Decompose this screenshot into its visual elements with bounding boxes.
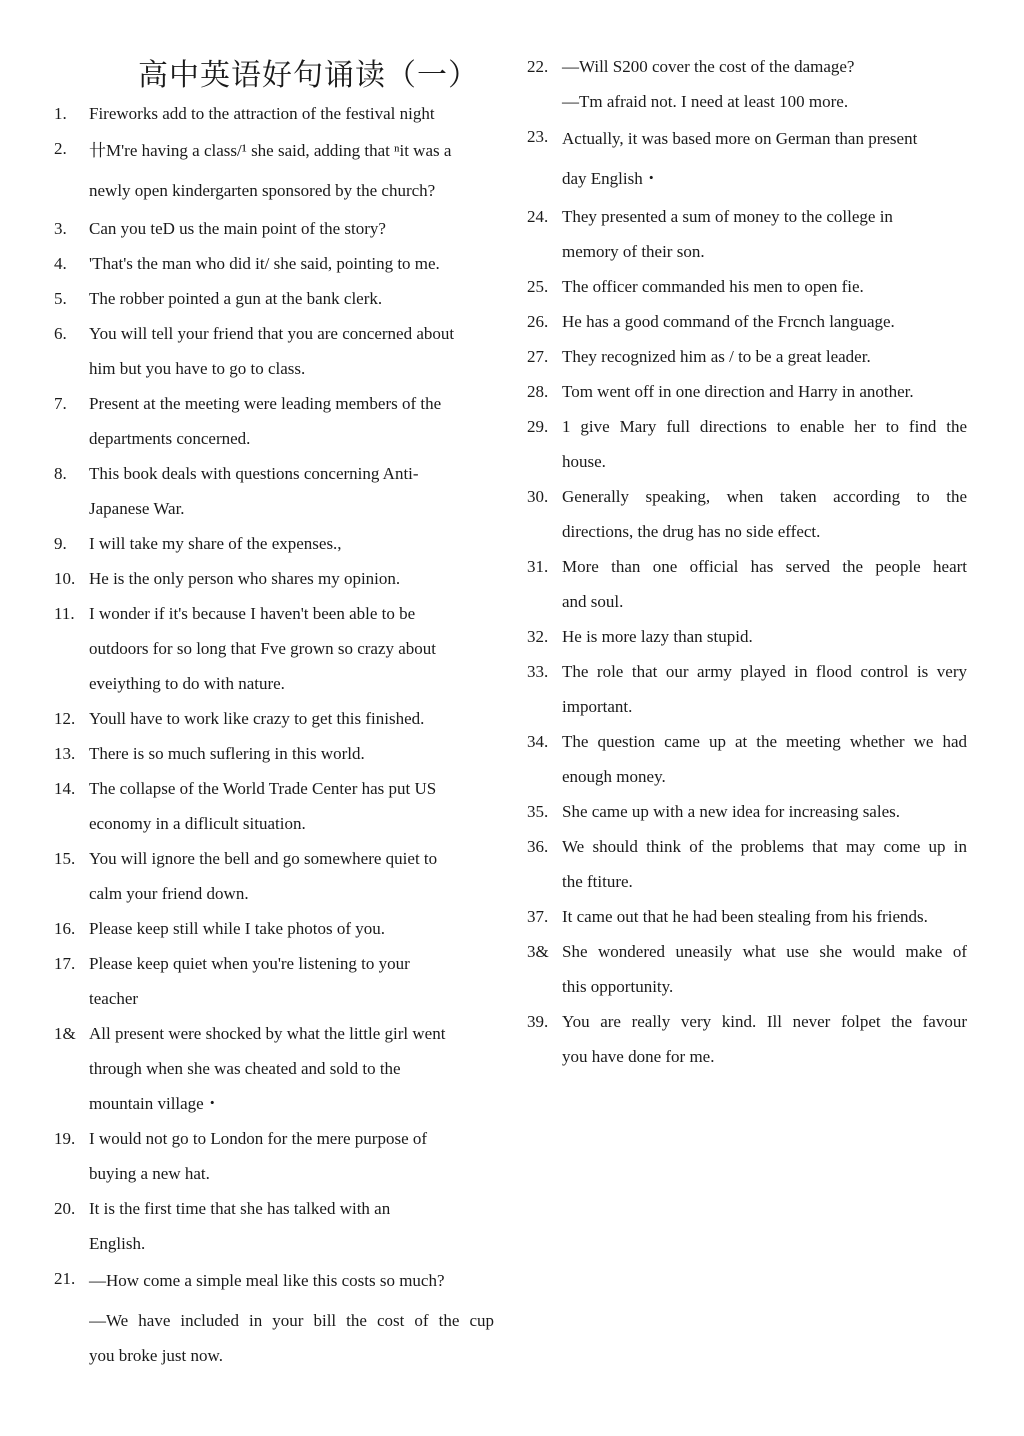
sentence-line: They recognized him as / to be a great leader. (562, 347, 871, 366)
sentence-line: There is so much suflering in this world. (89, 744, 365, 763)
sentence-item (54, 456, 494, 526)
sentence-item (527, 829, 967, 899)
sentence-item (54, 96, 494, 131)
sentence-line: newly open kindergarten sponsored by the church? (89, 181, 436, 200)
sentence-item (54, 386, 494, 456)
sentence-item (54, 211, 494, 246)
sentence-item (54, 841, 494, 911)
sentence-item (527, 479, 967, 549)
sentence-item (54, 911, 494, 946)
sentence-number: 24. (527, 207, 549, 226)
sentence-number: 25. (527, 277, 549, 296)
sentence-item (54, 316, 494, 386)
sentence-number: 3. (54, 219, 67, 238)
sentence-line: him but you have to go to class. (89, 359, 306, 378)
sentence-number: 7. (54, 394, 67, 413)
sentence-number: 1. (54, 104, 67, 123)
sentence-line: It is the first time that she has talked with an (89, 1199, 391, 1218)
sentence-line: Fireworks add to the attraction of the festival night (89, 104, 435, 123)
sentence-item (54, 561, 494, 596)
sentence-item (527, 619, 967, 654)
sentence-line: He is more lazy than stupid. (562, 627, 753, 646)
sentence-item (527, 199, 967, 269)
sentence-line: He has a good command of the Frcnch language. (562, 312, 895, 331)
sentence-number: 28. (527, 382, 549, 401)
sentence-number: 21. (54, 1269, 76, 1288)
sentence-number: 34. (527, 732, 549, 751)
sentence-number: 8. (54, 464, 67, 483)
sentence-line: economy in a diflicult situation. (89, 814, 306, 833)
sentence-number: 11. (54, 604, 75, 623)
sentence-item (54, 281, 494, 316)
sentence-number: 30. (527, 487, 549, 506)
sentence-line: Youll have to work like crazy to get this finished. (89, 709, 425, 728)
sentence-line: Can you teD us the main point of the story? (89, 219, 386, 238)
sentence-number: 32. (527, 627, 549, 646)
sentence-number: 6. (54, 324, 67, 343)
sentence-line: calm your friend down. (89, 884, 249, 903)
sentence-number: 20. (54, 1199, 76, 1218)
sentence-line: the ftiture. (562, 872, 633, 891)
sentence-item (54, 1191, 494, 1261)
sentence-number: 35. (527, 802, 549, 821)
sentence-line: The robber pointed a gun at the bank clerk. (89, 289, 383, 308)
sentence-number: 39. (527, 1012, 549, 1031)
sentence-number: 9. (54, 534, 67, 553)
sentence-line: teacher (89, 989, 139, 1008)
sentence-item (527, 119, 967, 199)
sentence-item (54, 701, 494, 736)
sentence-line: You will ignore the bell and go somewhere quiet to (89, 849, 438, 868)
sentence-number: 37. (527, 907, 549, 926)
sentence-item (54, 736, 494, 771)
sentence-item (54, 771, 494, 841)
sentence-item (527, 549, 967, 619)
sentence-line: 卄M're having a class/¹ she said, adding that ⁿit was a (89, 141, 452, 160)
sentence-number: 3& (527, 942, 549, 961)
sentence-line: mountain village・ (89, 1094, 221, 1113)
sentence-number: 12. (54, 709, 76, 728)
sentence-item (527, 304, 967, 339)
sentence-line: This book deals with questions concerning Anti- (89, 464, 419, 483)
sentence-item (527, 269, 967, 304)
sentence-line: You are really very kind. Ill never folpet the favour (562, 1012, 967, 1031)
sentence-number: 36. (527, 837, 549, 856)
sentence-line: directions, the drug has no side effect. (562, 522, 821, 541)
sentence-item (527, 724, 967, 794)
sentence-number: 29. (527, 417, 549, 436)
sentence-line: 1 give Mary full directions to enable her to find the (562, 417, 967, 436)
sentence-line: He is the only person who shares my opinion. (89, 569, 401, 588)
sentence-item (527, 934, 967, 1004)
sentence-number: 26. (527, 312, 549, 331)
sentence-line: The collapse of the World Trade Center has put US (89, 779, 437, 798)
sentence-number: 5. (54, 289, 67, 308)
sentence-line: I would not go to London for the mere purpose of (89, 1129, 428, 1148)
sentence-line: She wondered uneasily what use she would make of (562, 942, 967, 961)
sentence-line: —Tm afraid not. I need at least 100 more. (562, 92, 849, 111)
sentence-number: 1& (54, 1024, 76, 1043)
sentence-line: important. (562, 697, 633, 716)
sentence-item (54, 1016, 494, 1121)
sentence-item (54, 1121, 494, 1191)
sentence-line: Actually, it was based more on German than present (562, 129, 918, 148)
sentence-line: Please keep quiet when you're listening to your (89, 954, 410, 973)
sentence-item (54, 596, 494, 701)
sentence-number: 33. (527, 662, 549, 681)
sentence-line: memory of their son. (562, 242, 705, 261)
sentence-line: buying a new hat. (89, 1164, 210, 1183)
sentence-item (527, 654, 967, 724)
sentence-item (527, 374, 967, 409)
sentence-line: departments concerned. (89, 429, 251, 448)
sentence-item (527, 1004, 967, 1074)
sentence-line: through when she was cheated and sold to the (89, 1059, 401, 1078)
sentence-line: house. (562, 452, 606, 471)
sentence-number: 15. (54, 849, 76, 868)
sentence-line: —Will S200 cover the cost of the damage? (562, 57, 855, 76)
sentence-line: you have done for me. (562, 1047, 715, 1066)
sentence-line: this opportunity. (562, 977, 674, 996)
sentence-line: 'That's the man who did it/ she said, pointing to me. (89, 254, 440, 273)
sentence-number: 13. (54, 744, 76, 763)
sentence-line: It came out that he had been stealing from his friends. (562, 907, 928, 926)
sentence-line: —We have included in your bill the cost of the cup (89, 1311, 494, 1330)
sentence-line: The question came up at the meeting whether we had (562, 732, 967, 751)
sentence-item (54, 246, 494, 281)
sentence-item (527, 899, 967, 934)
sentence-line: day English・ (562, 169, 660, 188)
sentence-number: 2. (54, 139, 67, 158)
sentence-line: The officer commanded his men to open fie. (562, 277, 864, 296)
sentence-line: Japanese War. (89, 499, 185, 518)
page-title: 高中英语好句诵读（一） (138, 58, 479, 93)
right-column (527, 49, 967, 1074)
sentence-line: They presented a sum of money to the college in (562, 207, 893, 226)
sentence-number: 27. (527, 347, 549, 366)
sentence-number: 22. (527, 57, 549, 76)
sentence-line: Present at the meeting were leading members of the (89, 394, 442, 413)
sentence-number: 4. (54, 254, 67, 273)
left-column (54, 96, 494, 1376)
sentence-item (527, 409, 967, 479)
sentence-line: Tom went off in one direction and Harry in another. (562, 382, 914, 401)
sentence-line: eveiything to do with nature. (89, 674, 285, 693)
sentence-item (54, 946, 494, 1016)
sentence-number: 14. (54, 779, 76, 798)
sentence-line: She came up with a new idea for increasing sales. (562, 802, 900, 821)
sentence-line: You will tell your friend that you are concerned about (89, 324, 455, 343)
sentence-line: Generally speaking, when taken according to the (562, 487, 967, 506)
sentence-line: Please keep still while I take photos of you. (89, 919, 386, 938)
sentence-line: outdoors for so long that Fve grown so crazy about (89, 639, 437, 658)
sentence-line: I wonder if it's because I haven't been able to be (89, 604, 416, 623)
sentence-item (54, 526, 494, 561)
sentence-item (527, 794, 967, 829)
sentence-number: 19. (54, 1129, 76, 1148)
sentence-number: 16. (54, 919, 76, 938)
sentence-item (54, 131, 494, 211)
sentence-line: I will take my share of the expenses., (89, 534, 342, 553)
sentence-line: enough money. (562, 767, 666, 786)
sentence-line: More than one official has served the people heart (562, 557, 967, 576)
sentence-number: 10. (54, 569, 76, 588)
sentence-number: 31. (527, 557, 549, 576)
sentence-line: English. (89, 1234, 146, 1253)
sentence-item (527, 49, 967, 119)
sentence-line: —How come a simple meal like this costs so much? (89, 1271, 445, 1290)
sentence-item (527, 339, 967, 374)
sentence-line: The role that our army played in flood control is very (562, 662, 967, 681)
sentence-number: 17. (54, 954, 76, 973)
sentence-line: All present were shocked by what the little girl went (89, 1024, 446, 1043)
sentence-number: 23. (527, 127, 549, 146)
sentence-line: you broke just now. (89, 1346, 223, 1365)
sentence-line: We should think of the problems that may come up in (562, 837, 967, 856)
sentence-line: and soul. (562, 592, 624, 611)
sentence-item (54, 1261, 494, 1376)
